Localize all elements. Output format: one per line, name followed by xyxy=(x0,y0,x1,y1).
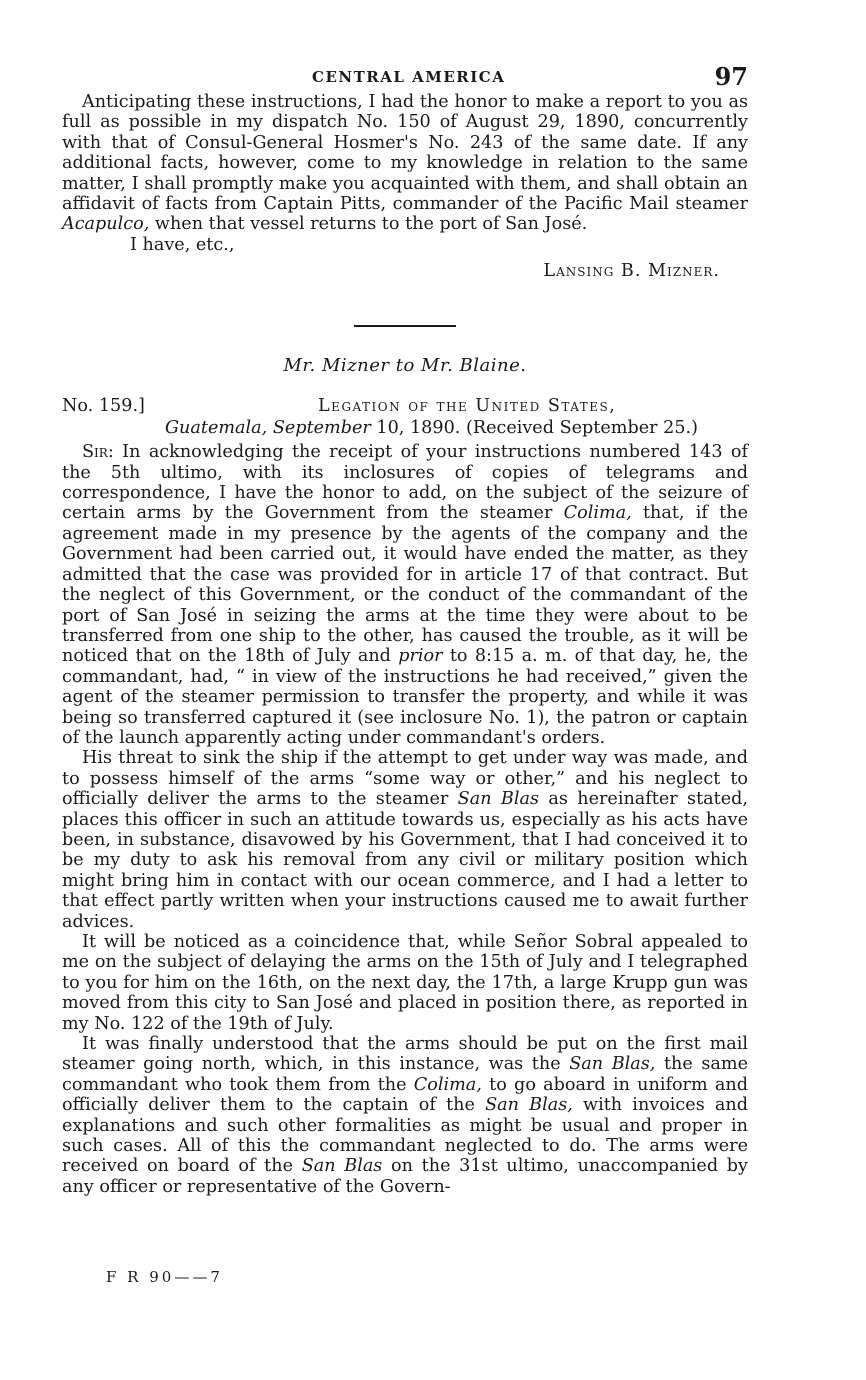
paragraph-anticipating: Anticipating these instructions, I had the honor to make a report to you as full as possible in my dispatch No. 150 of August 29, 1890, concurrently with that of Consul-General Hosmer's No. 243 of the same date. If any additional facts, however, come to my knowledge in relation to the same matter, I shall promptly make you acquainted with them, and shall obtain an affidavit of facts from Captain Pitts, commander of the Pacific Mail steamer Acapulco, when that vessel returns to the port of San José. xyxy=(62,92,748,235)
section-divider xyxy=(354,325,456,327)
closing-greeting: I have, etc., xyxy=(130,234,235,255)
printer-signature-mark: F R 90——7 xyxy=(106,1268,223,1286)
paragraph-understood: It was finally understood that the arms should be put on the first mail steamer going north, which, in this instance, was the San Blas, the same commandant who took them from the Colima, to go aboard in uniform and officially deliver them to the captain of the San Blas, with invoices and explanations and such other formalities as might be usual and proper in such cases. All of this the commandant neglected to do. The arms were received on board of the San Blas on the 31st ultimo, unaccompanied by any officer or representative of the Govern- xyxy=(62,1034,748,1197)
letterhead xyxy=(62,394,748,442)
salutation: Sir xyxy=(82,442,108,463)
letter-heading: Mr. Mizner to Mr. Blaine. xyxy=(283,355,527,377)
body-text-letter xyxy=(62,442,748,1197)
paragraph-threat: His threat to sink the ship if the attempt to get under way was made, and to possess himself of the arms “some way or other,” and his neglect to officially deliver the arms to the steamer San Blas as hereinafter stated, places this officer in such an attitude towards us, especially as his acts have been, in substance, disavowed by his Government, that I had conceived it to be my duty to ask his removal from any civil or military position which might bring him in contact with our ocean commerce, and I had a letter to that effect partly written when your instructions caused me to await further advices. xyxy=(62,748,748,932)
paragraph-sir: Sir: In acknowledging the receipt of your instructions numbered 143 of the 5th ultimo, with its inclosures of copies of telegrams and correspondence, I have the honor to add, on the subject of the seizure of certain arms by the Government from the steamer Colima, that, if the agreement made in my presence by the agents of the company and the Government had been carried out, it would have ended the matter, as they admitted that the case was provided for in article 17 of that contract. But the neglect of this Government, or the conduct of the commandant of the port of San José in seizing the arms at the time they were about to be transferred from one ship to the other, has caused the trouble, as it will be noticed that on the 18th of July and prior to 8:15 a. m. of that day, he, the commandant, had, “ in view of the instructions he had received,” given the agent of the steamer permission to transfer the property, and while it was being so transferred captured it (see inclosure No. 1), the patron or captain of the launch apparently acting under commandant's orders. xyxy=(62,442,748,748)
running-head-title: CENTRAL AMERICA xyxy=(312,68,506,86)
legation-name: Legation of the United States, xyxy=(318,396,617,417)
signature: Lansing B. Mizner. xyxy=(543,261,720,282)
document-page xyxy=(62,60,748,1197)
ship-name: Acapulco, xyxy=(62,214,150,235)
running-head xyxy=(62,60,748,92)
paragraph-coincidence: It will be noticed as a coincidence that, while Señor Sobral appealed to me on the subject of delaying the arms on the 15th of July and I telegraphed to you for him on the 16th, on the next day, the 17th, a large Krupp gun was moved from this city to San José and placed in position there, as reported in my No. 122 of the 19th of July. xyxy=(62,932,748,1034)
body-text-top xyxy=(62,92,748,235)
page-number: 97 xyxy=(714,62,748,91)
dispatch-number: No. 159.] xyxy=(62,396,145,417)
dateline: Guatemala, September 10, 1890. (Received September 25.) xyxy=(165,418,698,439)
